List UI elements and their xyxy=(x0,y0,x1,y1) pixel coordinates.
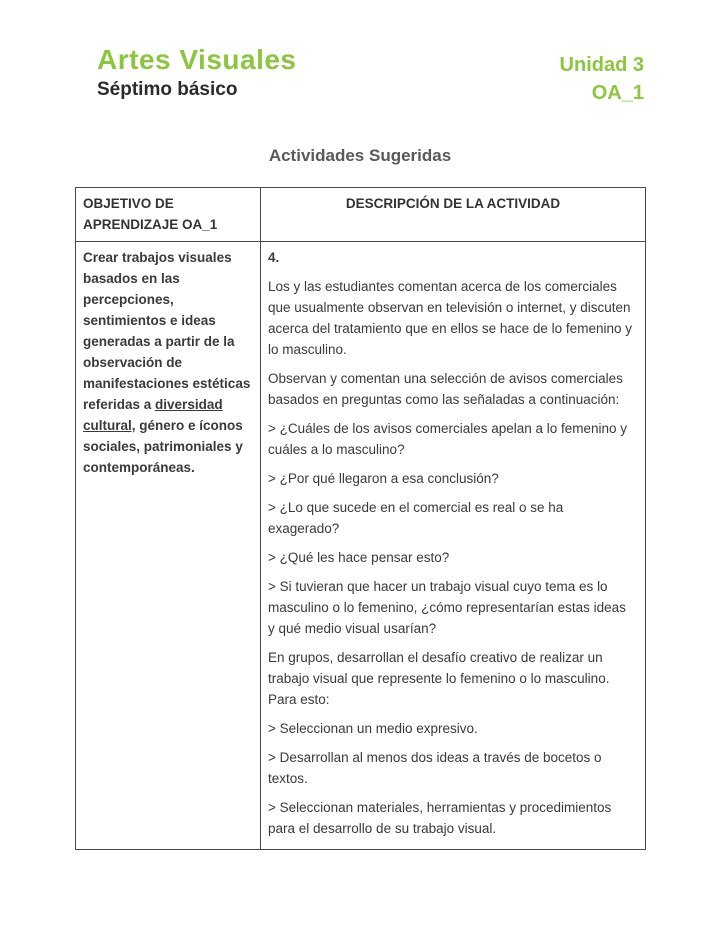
activity-paragraph: > Desarrollan al menos dos ideas a través de bocetos o textos. xyxy=(268,750,602,786)
doc-subtitle: Séptimo básico xyxy=(97,79,238,100)
objective-text-after: género e íconos sociales, patrimoniales y contemporáneas. xyxy=(83,418,243,475)
oa-code-label: OA_1 xyxy=(591,82,644,104)
activity-paragraph: > ¿Por qué llegaron a esa conclusión? xyxy=(268,471,499,486)
page-header xyxy=(97,44,644,105)
activity-paragraph: Los y las estudiantes comentan acerca de los comerciales que usualmente observan en televisión o internet, y discuten acerca del tratamiento que en ellos se hace de lo femenino y lo masculino. xyxy=(268,279,632,357)
objective-cell xyxy=(76,242,261,850)
doc-title: Artes Visuales xyxy=(97,44,297,75)
header-left xyxy=(97,44,297,102)
activity-paragraph: > ¿Qué les hace pensar esto? xyxy=(268,550,450,565)
unit-label: Unidad 3 xyxy=(559,54,644,76)
activity-paragraph: En grupos, desarrollan el desafío creativo de realizar un trabajo visual que represente lo femenino o lo masculino. Para esto: xyxy=(268,650,610,707)
activity-paragraph: > ¿Lo que sucede en el comercial es real o se ha exagerado? xyxy=(268,500,564,536)
description-column-header: DESCRIPCIÓN DE LA ACTIVIDAD xyxy=(261,188,646,242)
activities-table xyxy=(75,187,646,850)
activity-paragraph: > Seleccionan materiales, herramientas y procedimientos para el desarrollo de su trabajo visual. xyxy=(268,800,612,836)
activity-paragraph: > Si tuvieran que hacer un trabajo visual cuyo tema es lo masculino o lo femenino, ¿cómo representarían estas ideas y qué medio visual usarían? xyxy=(268,579,626,636)
objective-underlined-term: diversidad cultural, xyxy=(83,397,223,433)
table-header-row xyxy=(76,188,646,242)
activity-cell xyxy=(261,242,646,850)
objective-column-header: OBJETIVO DE APRENDIZAJE OA_1 xyxy=(76,188,261,242)
table-body-row xyxy=(76,242,646,850)
activity-number: 4. xyxy=(268,250,280,265)
objective-text-before: Crear trabajos visuales basados en las percepciones, sentimientos e ideas generadas a partir de la observación de manifestaciones estéticas referidas a xyxy=(83,250,251,412)
activity-paragraph: > Seleccionan un medio expresivo. xyxy=(268,721,478,736)
header-right xyxy=(560,44,644,105)
activity-paragraph: > ¿Cuáles de los avisos comerciales apelan a lo femenino y cuáles a lo masculino? xyxy=(268,421,628,457)
activity-paragraph: Observan y comentan una selección de avisos comerciales basados en preguntas como las señaladas a continuación: xyxy=(268,371,623,407)
section-title: Actividades Sugeridas xyxy=(268,146,452,165)
